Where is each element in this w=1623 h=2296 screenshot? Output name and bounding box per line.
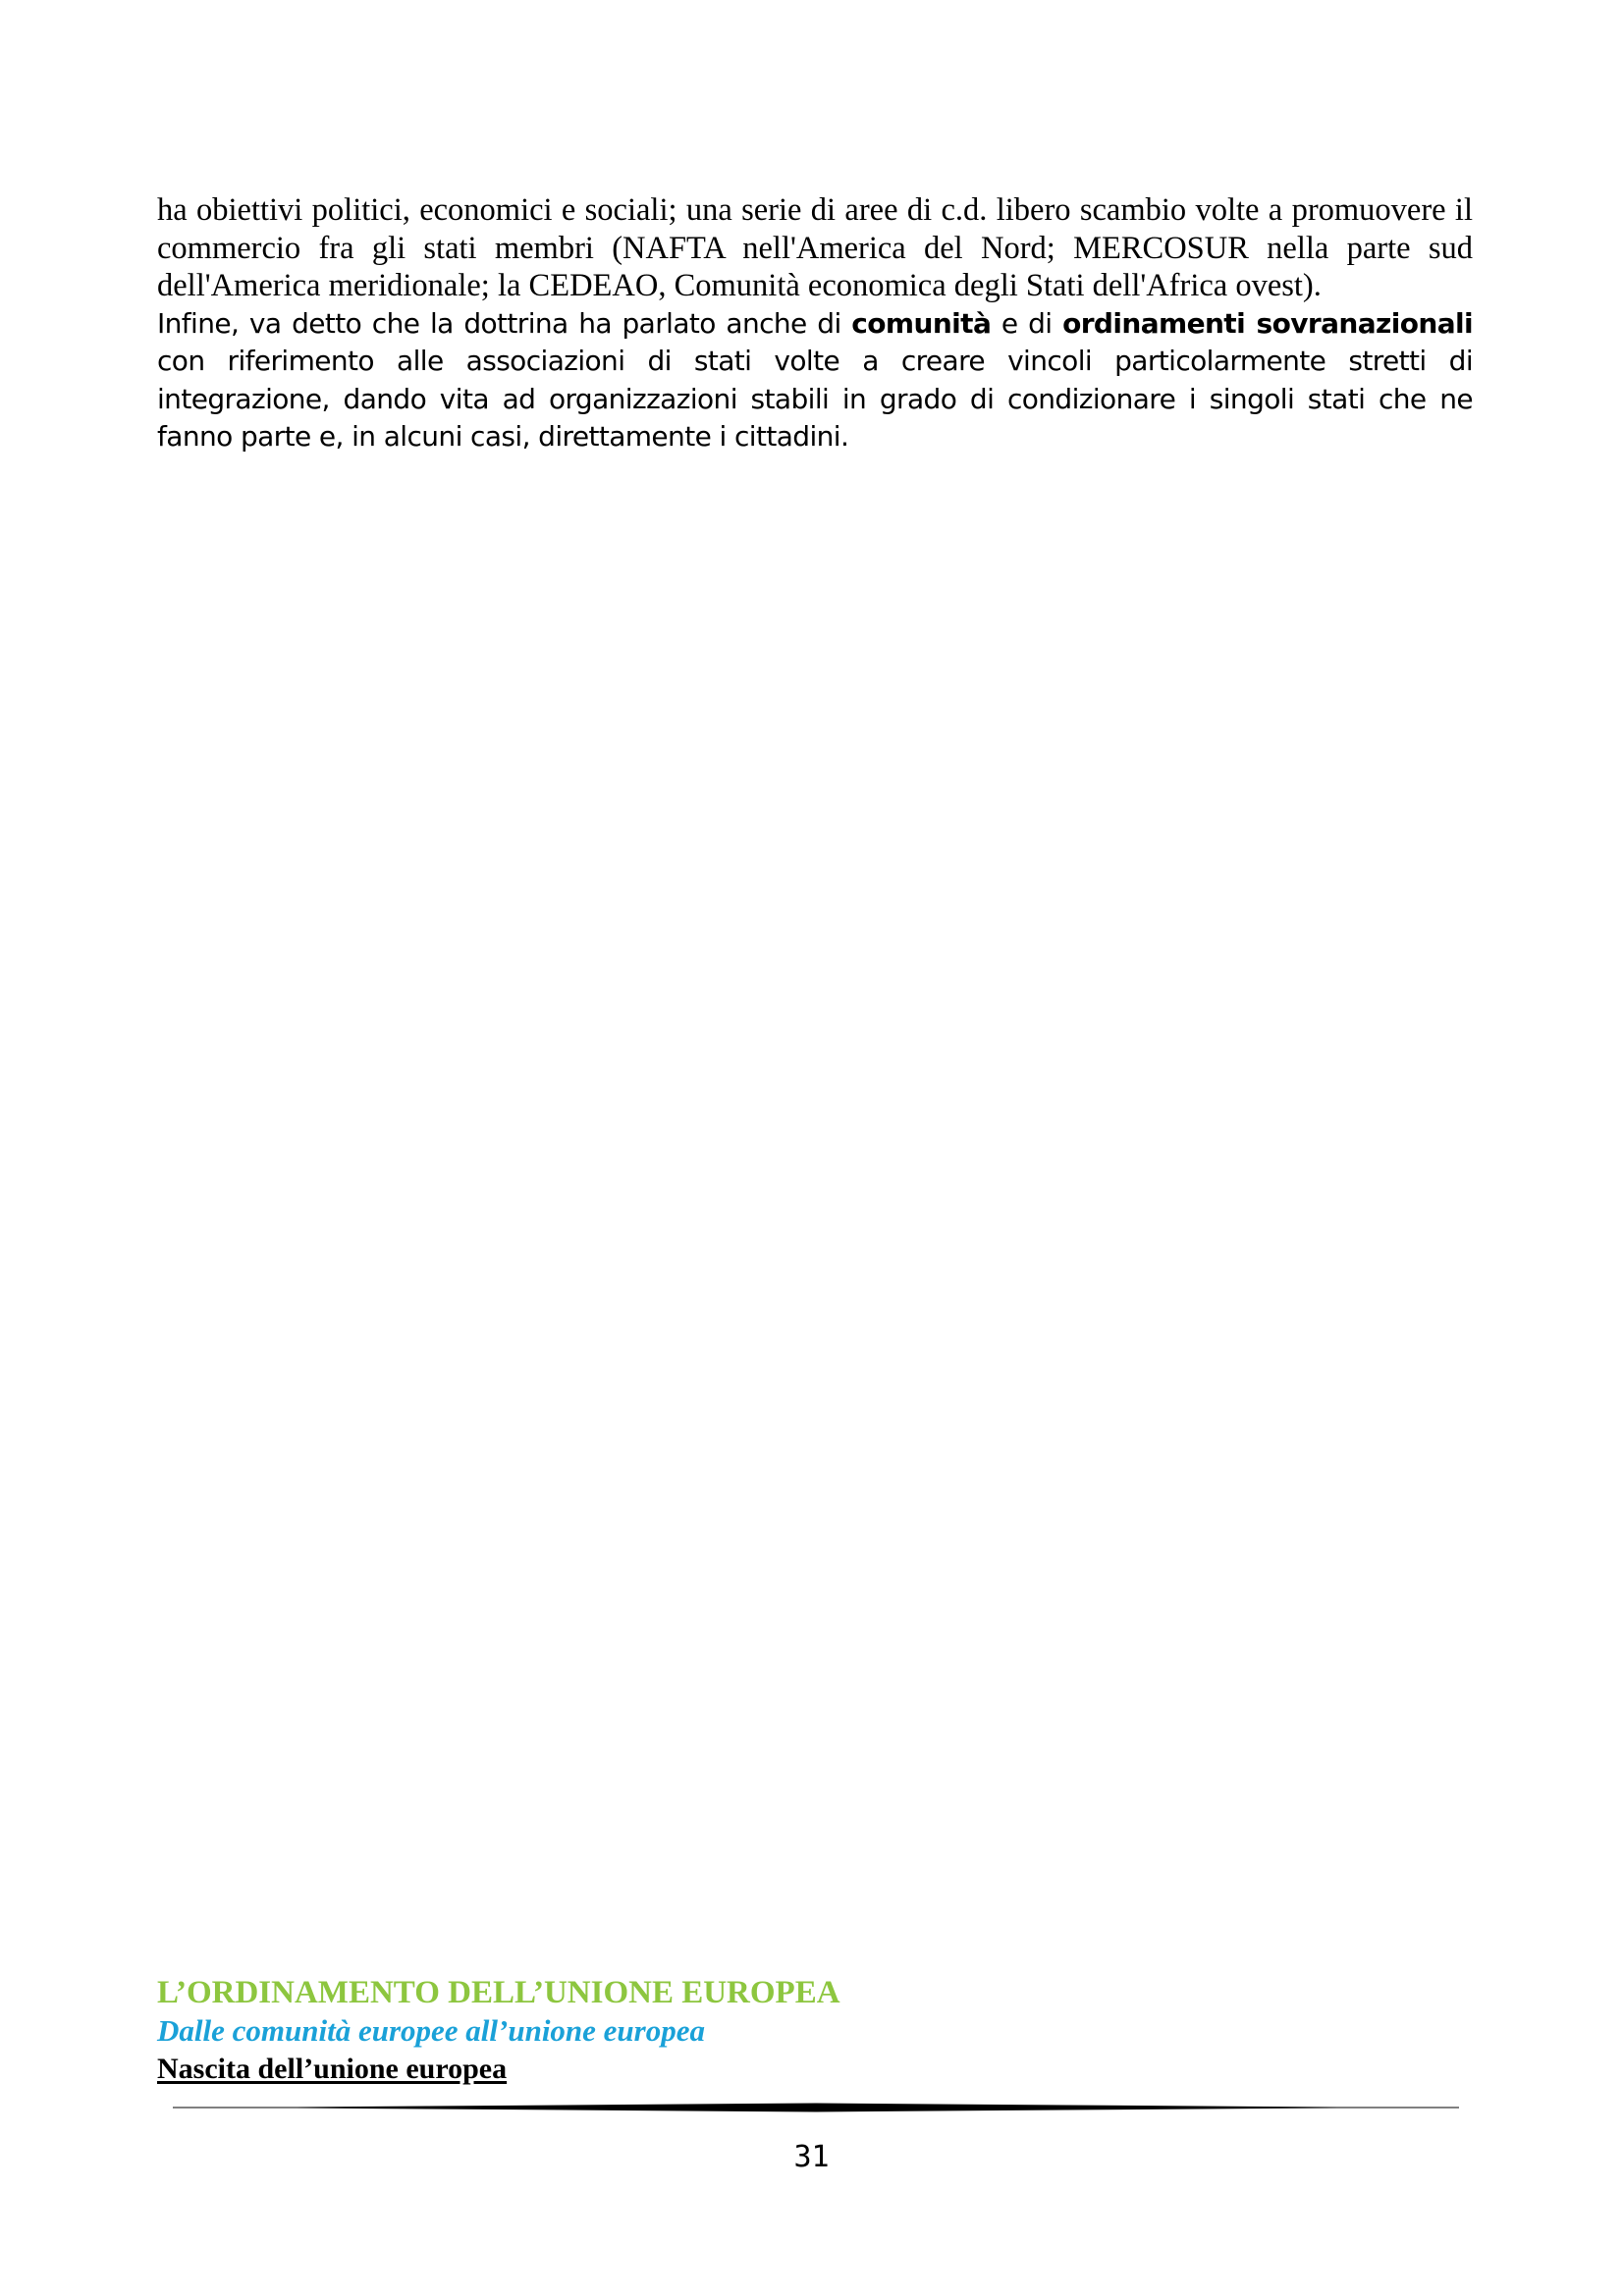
term-ordinamenti-sovranazionali: ordinamenti sovranazionali <box>1062 306 1473 340</box>
body-paragraph-1: ha obiettivi politici, economici e sociali; una serie di aree di c.d. libero scambio volte a promuovere il commercio fra gli stati membri (NAFTA nell'America del Nord; MERCOSUR nella parte sud dell'America meridionale; la CEDEAO, Comunità economica degli Stati dell'Africa ovest). <box>157 192 1473 303</box>
footer-divider <box>173 2102 1459 2113</box>
paragraph-2-text-3: con riferimento alle associazioni di stati volte a creare vincoli particolarmente stretti di integrazione, dando vita ad organizzazioni stabili in grado di condizionare i singoli stati che ne fanno parte e, in alcuni casi, direttamente i cittadini. <box>157 345 1473 453</box>
subsection-title: Nascita dell’unione europea <box>157 2053 508 2085</box>
paragraph-2-text-1: Infine, va detto che la dottrina ha parlato anche di <box>157 306 852 340</box>
page-body <box>157 191 1473 456</box>
body-paragraph-2 <box>157 305 1473 456</box>
paragraph-2-text-2: e di <box>991 306 1063 340</box>
page-number: 31 <box>793 2140 830 2174</box>
heading-block <box>157 1973 1473 2089</box>
chapter-title: L’ORDINAMENTO DELL’UNIONE EUROPEA <box>157 1975 840 2010</box>
term-comunita: comunità <box>851 306 992 340</box>
section-title: Dalle comunità europee all’unione europea <box>157 2013 705 2048</box>
